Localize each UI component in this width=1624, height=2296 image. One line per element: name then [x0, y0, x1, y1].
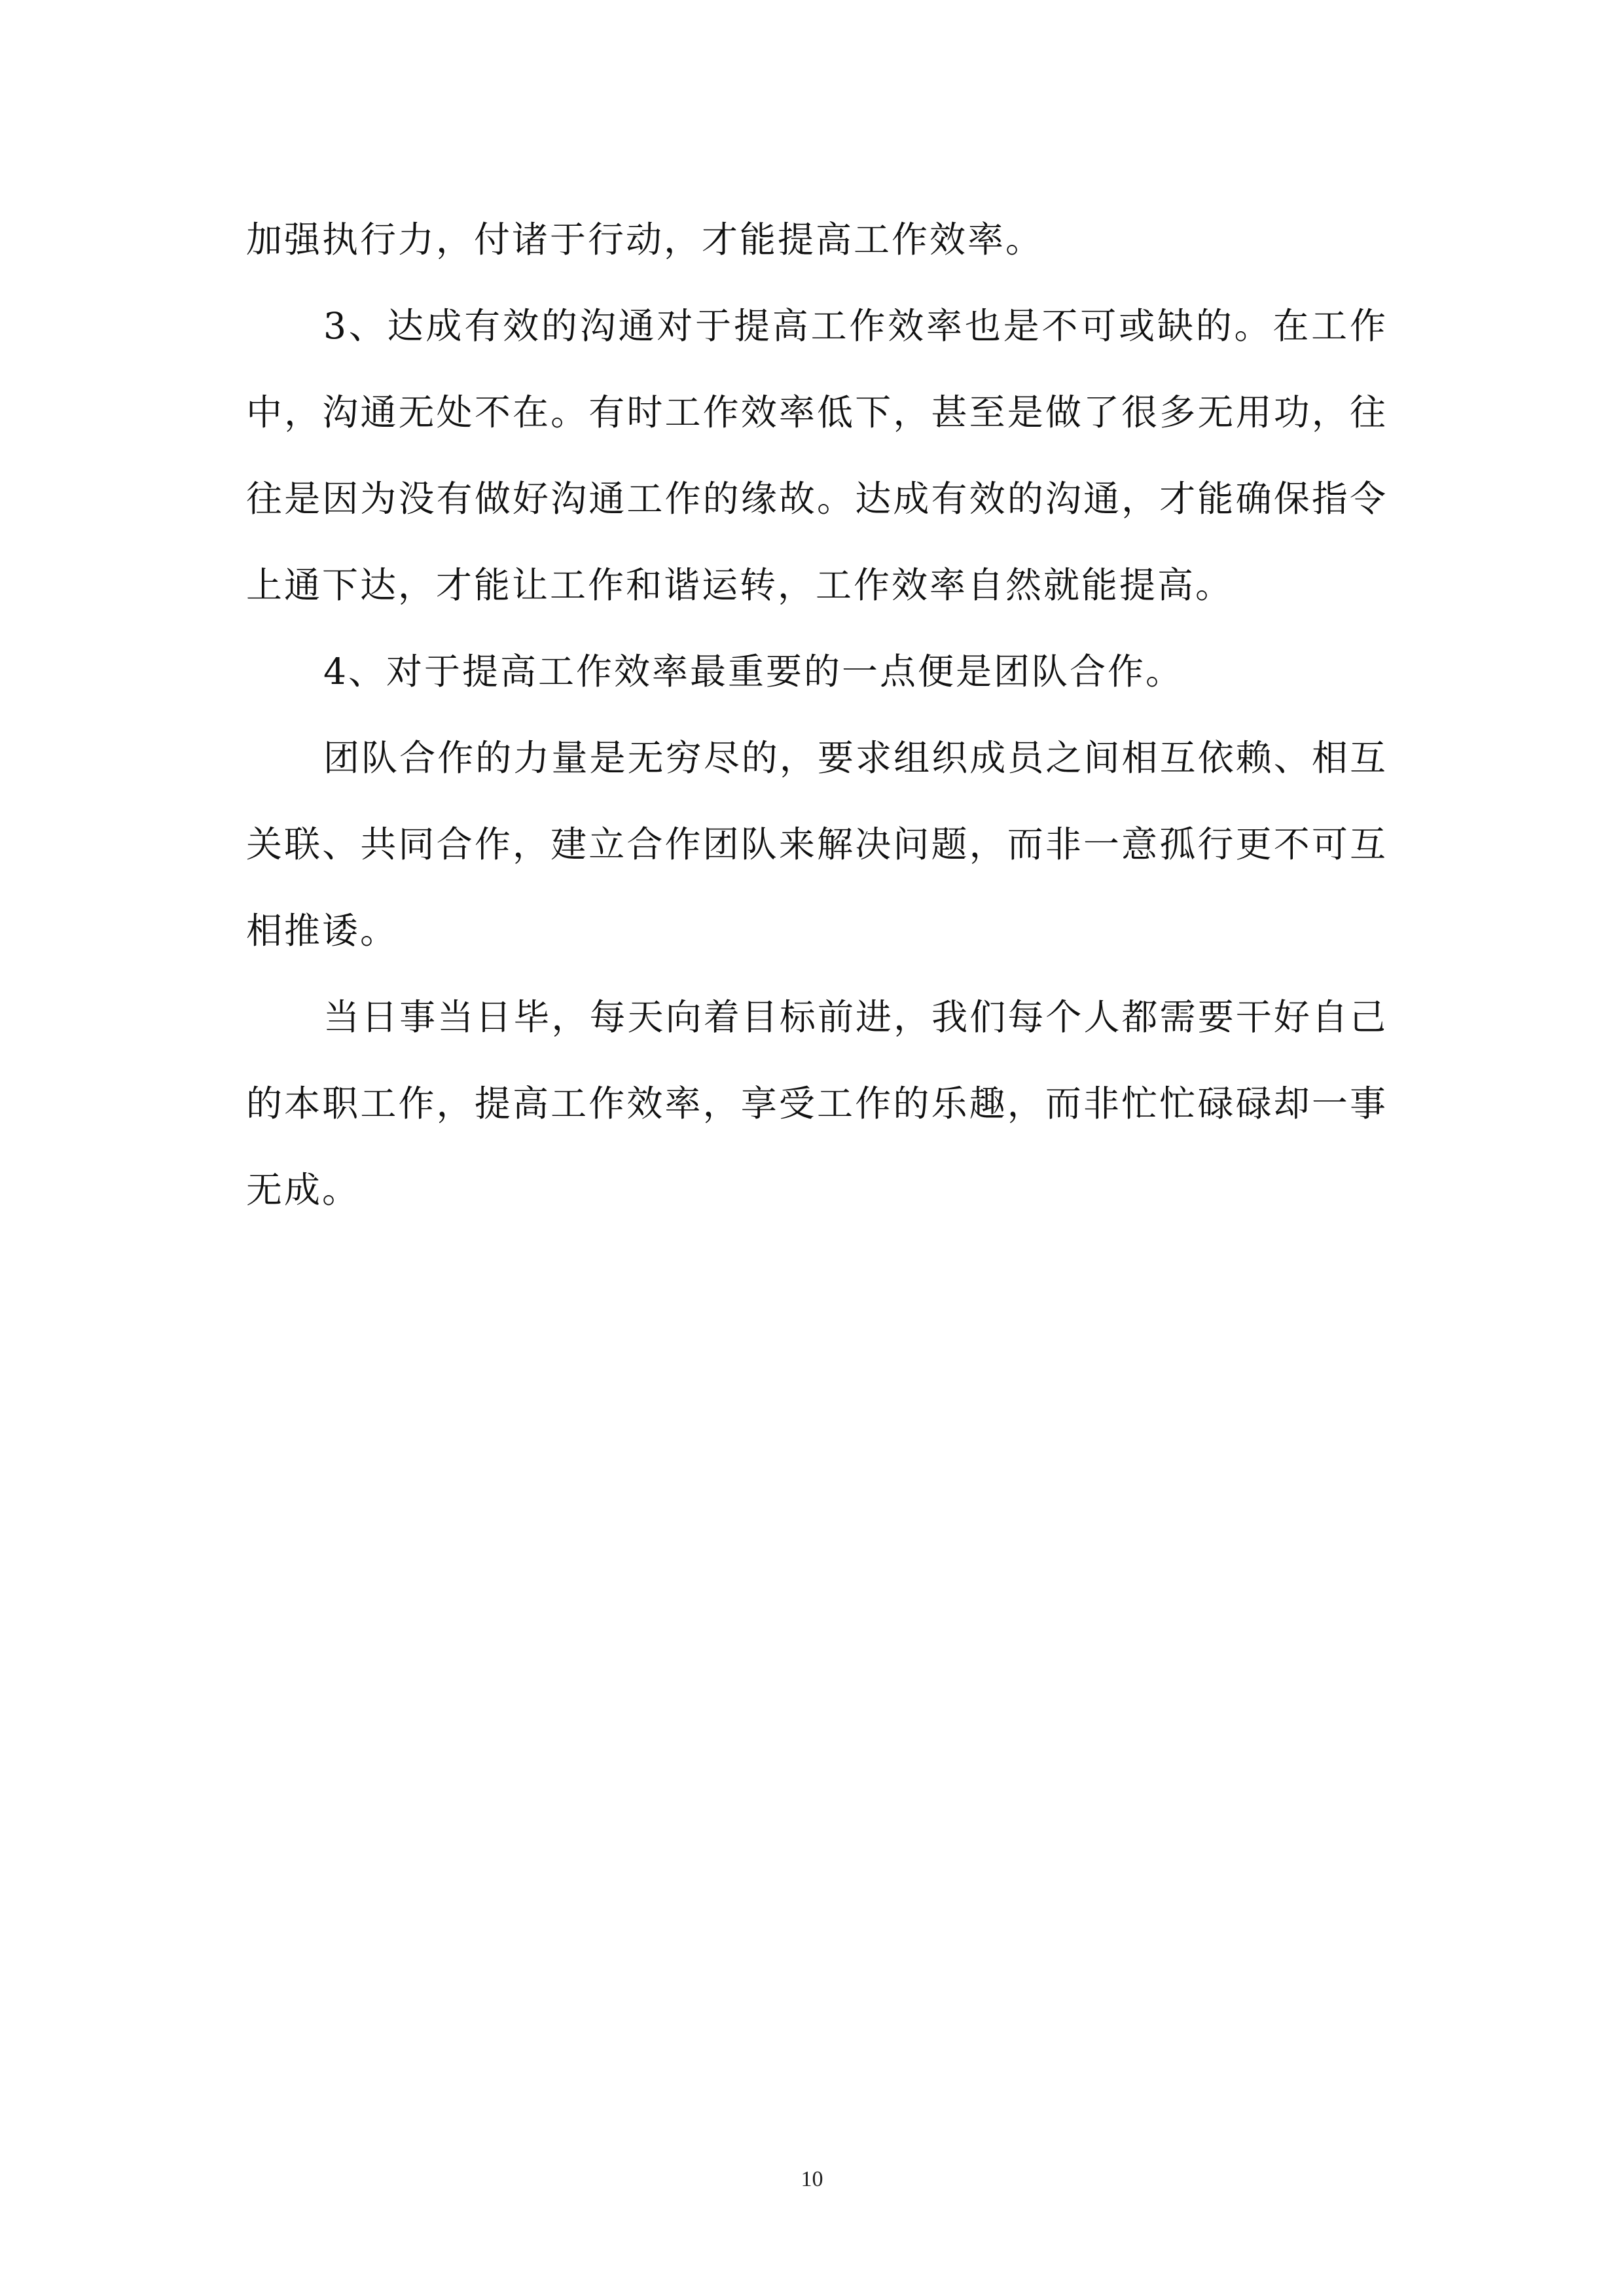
paragraph-continuation: 加强执行力，付诸于行动，才能提高工作效率。: [246, 219, 1044, 260]
paragraph-teamwork-point: 4、对于提高工作效率最重要的一点便是团队合作。: [323, 651, 1183, 692]
paragraph-conclusion: 当日事当日毕，每天向着目标前进，我们每个人都需要干好自己的本职工作，提高工作效率，享受工作的乐趣，而非忙忙碌碌却一事无成。: [246, 996, 1388, 1211]
page-number: 10: [801, 2167, 823, 2191]
paragraph-communication: 3、达成有效的沟通对于提高工作效率也是不可或缺的。在工作中，沟通无处不在。有时工作效率低下，甚至是做了很多无用功，往往是因为没有做好沟通工作的缘故。达成有效的沟通，才能确保指令上通下达，才能让工作和谐运转，工作效率自然就能提高。: [246, 305, 1388, 606]
paragraph-teamwork-detail: 团队合作的力量是无穷尽的，要求组织成员之间相互依赖、相互关联、共同合作，建立合作团队来解决问题，而非一意孤行更不可互相推诿。: [246, 737, 1388, 952]
body-text: [246, 196, 1388, 1233]
